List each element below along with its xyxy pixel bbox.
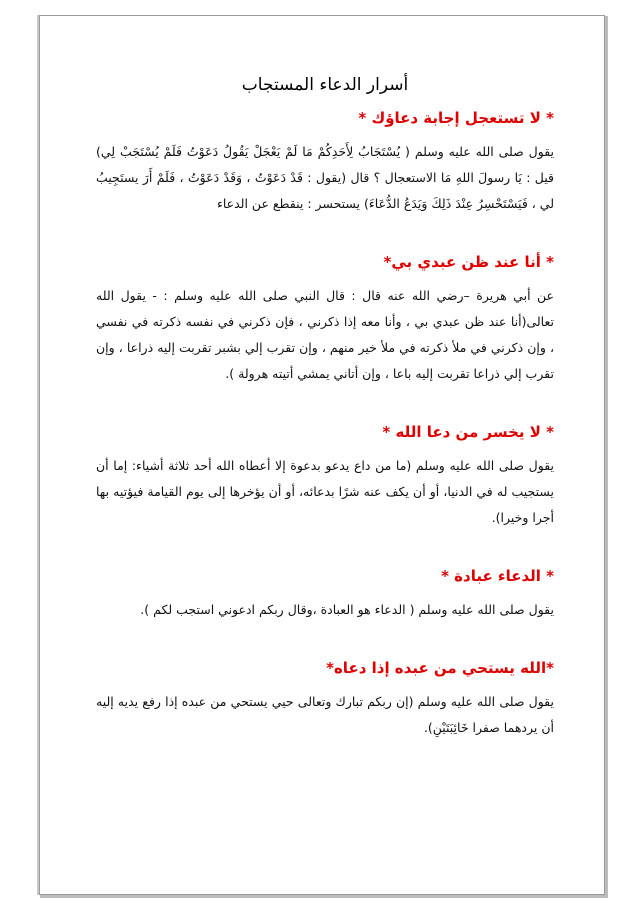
section-heading: * أنا عند ظن عبدي بي* <box>383 253 554 271</box>
section-heading: * لا يخسر من دعا الله * <box>382 423 554 441</box>
section-heading: *الله يستحي من عبده إذا دعاه* <box>326 659 554 677</box>
section-1 <box>96 109 554 217</box>
document-body <box>96 75 554 751</box>
section-5 <box>96 659 554 741</box>
section-4 <box>96 567 554 623</box>
section-3 <box>96 423 554 531</box>
section-heading: * لا تستعجل إجابة دعاؤك * <box>358 109 554 127</box>
section-text: يقول صلى الله عليه وسلم ( الدعاء هو العبادة ،وقال ربكم ادعوني استجب لكم ). <box>140 602 554 617</box>
section-text: يقول صلى الله عليه وسلم (إن ربكم تبارك وتعالى حيي يستحي من عبده إذا رفع يديه إليه أن يردهما صفرا خَائِبَتَيْنِ). <box>96 694 554 735</box>
section-2 <box>96 253 554 387</box>
section-text: يقول صلى الله عليه وسلم (ما من داع يدعو بدعوة إلا أعطاه الله أحد ثلاثة أشياء: إما أن يستجيب له في الدنيا، أو أن يكف عنه شرًا بدعائه، أو أن يؤخرها إلى يوم القيامة فيؤتيه بها أجرا وخيرا). <box>96 458 554 525</box>
section-heading: * الدعاء عبادة * <box>441 567 554 585</box>
document-title: أسرار الدعاء المستجاب <box>241 75 409 95</box>
section-text: يقول صلى الله عليه وسلم ( يُسْتَجَابُ لِأَحَدِكُمْ مَا لَمْ يَعْجَلْ يَقُولُ دَعَوْتُ فَلَمْ يُسْتَجَبْ لِي) قيل : يَا رسولَ اللهِ مَا الاستعجال ؟ قال (يقول : قَدْ دَعَوْتُ ، وَقَدْ دَعَوْتُ ، فَلَمْ أَرَ يستَجِيبُ لي ، فَيَسْتَحْسِرُ عِنْدَ ذَلِكَ وَيَدَعُ الدُّعَاءَ) يستحسر : ينقطع عن الدعاء <box>96 144 554 211</box>
section-text: عن أبي هريرة –رضي الله عنه قال : قال النبي صلى الله عليه وسلم : - يقول الله تعالى(أنا عند ظن عبدي بي ، وأنا معه إذا ذكرني ، فإن ذكرني في نفسه ذكرته في نفسي ، وإن ذكرني في ملأ ذكرته في ملأ خير منهم ، وإن تقرب إلي بشبر تقربت إليه ذراعا ، وإن تقرب إلي ذراعا تقربت إليه باعا ، وإن أتاني يمشي أتيته هرولة ). <box>96 288 554 381</box>
